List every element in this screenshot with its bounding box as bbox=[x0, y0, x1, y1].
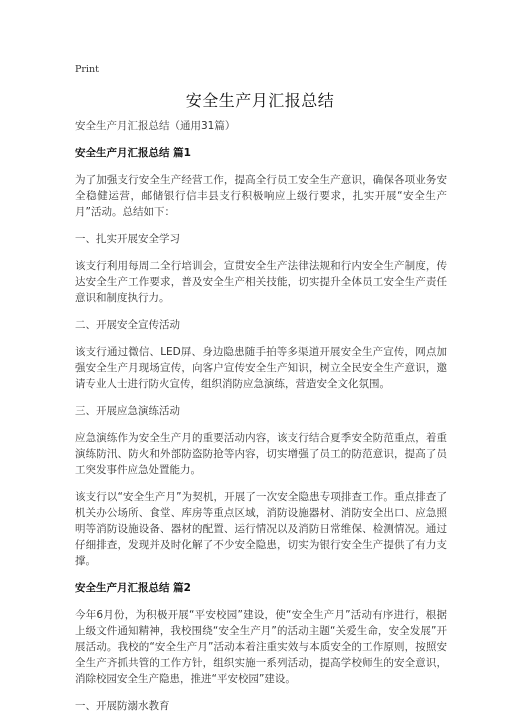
document-body bbox=[75, 118, 447, 725]
document-title: 安全生产月汇报总结 bbox=[185, 91, 335, 110]
paragraph: 为了加强支行安全生产经营工作，提高全行员工安全生产意识，确保各项业务安全稳健运营，邮储银行信丰县支行积极响应上级行要求，扎实开展“安全生产月”活动。总结如下： bbox=[75, 174, 447, 218]
document-subtitle: 安全生产月汇报总结（通用31篇） bbox=[75, 120, 236, 132]
print-link[interactable]: Print bbox=[75, 64, 99, 75]
paragraph: 该支行通过微信、LED屏、身边隐患随手拍等多渠道开展安全生产宣传，网点加强安全生产月现场宣传，向客户宣传安全生产知识，树立全民安全生产意识，邀请专业人士进行防火宣传，组织消防应急演练，营造安全文化氛围。 bbox=[75, 346, 447, 390]
subheading: 二、开展安全宣传活动 bbox=[75, 319, 180, 331]
paragraph: 应急演练作为安全生产月的重要活动内容，该支行结合夏季安全防范重点，着重演练防汛、防火和外部防盗防抢等内容，切实增强了员工的防范意识，提高了员工突发事件应急处置能力。 bbox=[75, 432, 447, 476]
subheading: 一、扎实开展安全学习 bbox=[75, 233, 180, 245]
section-heading: 安全生产月汇报总结 篇2 bbox=[75, 582, 191, 594]
paragraph: 该支行利用每周二全行培训会，宣贯安全生产法律法规和行内安全生产制度，传达安全生产工作要求，普及安全生产相关技能，切实提升全体员工安全生产责任意识和制度执行力。 bbox=[75, 260, 447, 304]
subheading: 一、开展防溺水教育 bbox=[75, 700, 170, 712]
paragraph: 今年6月份，为积极开展“平安校园”建设，使“安全生产月”活动有序进行，根据上级文件通知精神，我校围绕“安全生产月”的活动主题“关爱生命，安全发展”开展活动。我校的“安全生产月”活动本着注重实效与本质安全的工作原则，按照安全生产齐抓共管的工作方针，组织实施一系列活动，提高学校师生的安全意识，消除校园安全生产隐患，推进“平安校园”建设。 bbox=[75, 609, 447, 685]
subheading: 三、开展应急演练活动 bbox=[75, 405, 180, 417]
section-heading: 安全生产月汇报总结 篇1 bbox=[75, 147, 191, 159]
paragraph: 该支行以“安全生产月”为契机，开展了一次安全隐患专项排查工作。重点排查了机关办公场所、食堂、库房等重点区域，消防设施器材、消防安全出口、应急照明等消防设施设备、器材的配置、运行情况以及消防日常维保、检测情况。通过仔细排查，发现并及时化解了不少安全隐患，切实为银行安全生产提供了有力支撑。 bbox=[75, 491, 447, 567]
